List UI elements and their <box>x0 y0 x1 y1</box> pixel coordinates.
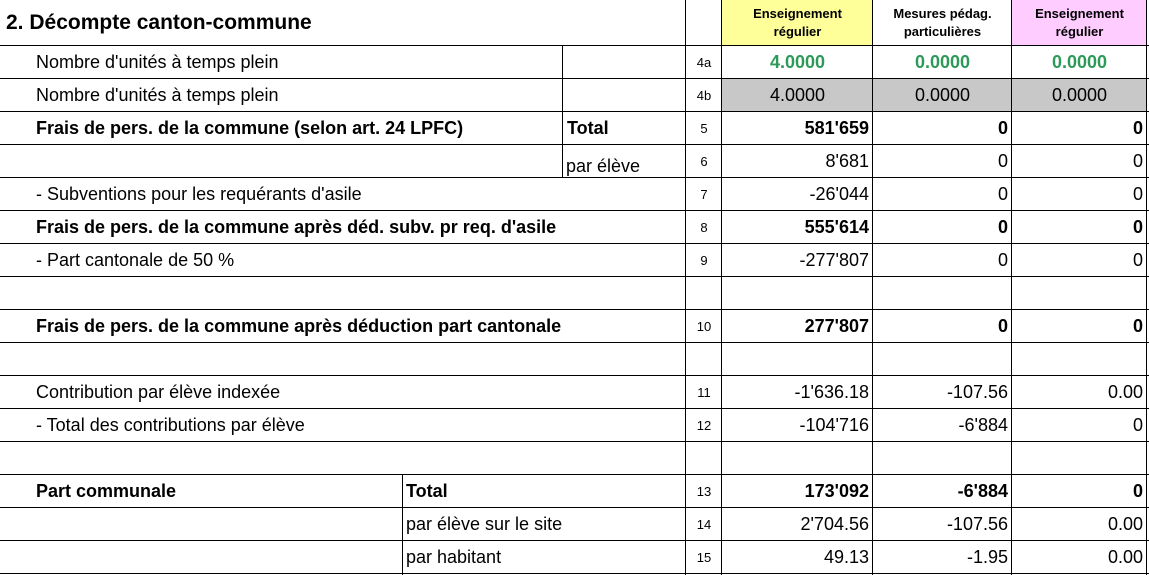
row-code[interactable]: 5 <box>700 121 708 136</box>
value-col1[interactable]: 555'614 <box>804 217 869 237</box>
header-enseignement-regulier-2[interactable] <box>1012 0 1147 46</box>
table-row <box>0 475 1149 508</box>
table-row <box>0 409 1149 442</box>
header-col1-line2: régulier <box>773 24 822 39</box>
value-col2[interactable]: 0.0000 <box>914 52 971 72</box>
header-col2-line1: Mesures pédag. <box>893 6 992 21</box>
table-row <box>0 145 1149 178</box>
row-label[interactable]: Part communale <box>36 481 177 501</box>
value-col3[interactable]: 0 <box>1132 151 1143 171</box>
row-label[interactable]: Nombre d'unités à temps plein <box>36 52 279 72</box>
value-col3[interactable]: 0.00 <box>1107 514 1143 534</box>
value-col3[interactable]: 0 <box>1132 250 1143 270</box>
row-label[interactable]: Frais de pers. de la commune (selon art. 24 LPFC) <box>36 118 464 138</box>
grid-line <box>0 210 1149 211</box>
value-col2[interactable]: 0 <box>997 184 1008 204</box>
value-col3[interactable]: 0.00 <box>1107 382 1143 402</box>
header-col3-line1: Enseignement <box>1035 6 1124 21</box>
table-row <box>0 310 1149 343</box>
value-col2[interactable]: 0 <box>997 250 1008 270</box>
value-col1[interactable]: -104'716 <box>799 415 869 435</box>
grid-line <box>0 177 1149 178</box>
grid-line <box>0 507 1149 508</box>
value-col1[interactable]: 581'659 <box>804 118 869 138</box>
row-label[interactable]: Contribution par élève indexée <box>36 382 281 402</box>
grid-line <box>0 243 1149 244</box>
row-label[interactable]: Nombre d'unités à temps plein <box>36 85 279 105</box>
row-label[interactable]: - Total des contributions par élève <box>36 415 305 435</box>
grid-line <box>562 46 563 178</box>
page-title[interactable]: 2. Décompte canton-commune <box>6 11 312 34</box>
grid-line <box>0 144 1149 145</box>
value-col3[interactable]: 0 <box>1132 415 1143 435</box>
table-row <box>0 79 1149 112</box>
row-code[interactable]: 6 <box>700 154 708 169</box>
grid-line <box>721 0 722 575</box>
value-col3[interactable]: 0 <box>1132 118 1143 138</box>
value-col1[interactable]: 4.0000 <box>722 79 873 112</box>
row-code[interactable]: 4b <box>696 88 712 103</box>
table-row <box>0 211 1149 244</box>
value-col2[interactable]: 0.0000 <box>873 79 1012 112</box>
value-col2[interactable]: 0 <box>997 316 1008 336</box>
row-code[interactable]: 11 <box>697 385 711 400</box>
grid-line <box>0 342 1149 343</box>
value-col2[interactable]: -1.95 <box>966 547 1008 567</box>
value-col2[interactable]: 0 <box>997 151 1008 171</box>
header-col1-line1: Enseignement <box>753 6 842 21</box>
row-code[interactable]: 7 <box>700 187 708 202</box>
grid-line <box>0 78 1149 79</box>
grid-line <box>1011 0 1012 575</box>
value-col1[interactable]: 2'704.56 <box>800 514 869 534</box>
value-col3[interactable]: 0.0000 <box>1012 79 1147 112</box>
header-enseignement-regulier-1[interactable] <box>722 0 873 46</box>
grid-line <box>1146 0 1147 575</box>
value-col1[interactable]: -1'636.18 <box>794 382 869 402</box>
grid-line <box>0 276 1149 277</box>
grid-line <box>0 408 1149 409</box>
table-row <box>0 508 1149 541</box>
row-sublabel[interactable]: Total <box>406 481 448 501</box>
row-code[interactable]: 14 <box>696 517 712 532</box>
row-sublabel[interactable]: par élève <box>566 156 641 176</box>
table-row <box>0 376 1149 409</box>
value-col2[interactable]: -6'884 <box>957 481 1008 501</box>
table-row <box>0 541 1149 574</box>
value-col1[interactable]: 8'681 <box>825 151 869 171</box>
grid-line <box>0 45 1149 46</box>
value-col1[interactable]: 49.13 <box>823 547 869 567</box>
value-col3[interactable]: 0 <box>1132 184 1143 204</box>
table-row <box>0 244 1149 277</box>
value-col3[interactable]: 0 <box>1132 316 1143 336</box>
row-code[interactable]: 8 <box>700 220 708 235</box>
value-col2[interactable]: -107.56 <box>946 382 1008 402</box>
value-col2[interactable]: -107.56 <box>946 514 1008 534</box>
value-col1[interactable]: 173'092 <box>804 481 869 501</box>
header-row <box>0 0 1149 46</box>
grid-line <box>0 309 1149 310</box>
grid-line <box>0 474 1149 475</box>
grid-line <box>0 441 1149 442</box>
value-col3[interactable]: 0 <box>1132 481 1143 501</box>
value-col3[interactable]: 0.0000 <box>1051 52 1108 72</box>
row-code[interactable]: 13 <box>696 484 712 499</box>
value-col2[interactable]: 0 <box>997 118 1008 138</box>
row-code[interactable]: 10 <box>696 319 712 334</box>
row-sublabel[interactable]: par élève sur le site <box>406 514 563 534</box>
row-sublabel[interactable]: par habitant <box>406 547 502 567</box>
row-code[interactable]: 4a <box>696 55 712 70</box>
value-col3[interactable]: 0.00 <box>1107 547 1143 567</box>
grid-line <box>402 474 403 575</box>
header-col3-line2: régulier <box>1055 24 1104 39</box>
grid-line <box>0 573 1149 574</box>
value-col1[interactable]: 4.0000 <box>769 52 826 72</box>
grid-line <box>0 375 1149 376</box>
table-row <box>0 112 1149 145</box>
row-sublabel[interactable]: Total <box>567 118 609 138</box>
header-col2-line2: particulières <box>903 24 982 39</box>
grid-line <box>872 0 873 575</box>
grid-line <box>685 0 686 575</box>
value-col1[interactable]: -26'044 <box>809 184 869 204</box>
value-col1[interactable]: -277'807 <box>799 250 869 270</box>
header-mesures-pedag[interactable] <box>873 0 1012 46</box>
table-row <box>0 46 1149 79</box>
value-col1[interactable]: 277'807 <box>804 316 869 336</box>
row-code[interactable]: 12 <box>696 418 712 433</box>
row-label[interactable]: - Part cantonale de 50 % <box>36 250 235 270</box>
row-label[interactable]: Frais de pers. de la commune après déd. subv. pr req. d'asile <box>36 217 557 237</box>
value-col2[interactable]: 0 <box>997 217 1008 237</box>
row-label[interactable]: Frais de pers. de la commune après déduction part cantonale <box>36 316 562 336</box>
table-row <box>0 178 1149 211</box>
row-code[interactable]: 15 <box>696 550 712 565</box>
row-code[interactable]: 9 <box>700 253 708 268</box>
grid-line <box>0 540 1149 541</box>
value-col3[interactable]: 0 <box>1132 217 1143 237</box>
value-col2[interactable]: -6'884 <box>958 415 1008 435</box>
grid-line <box>0 111 1149 112</box>
row-label[interactable]: - Subventions pour les requérants d'asile <box>36 184 362 204</box>
